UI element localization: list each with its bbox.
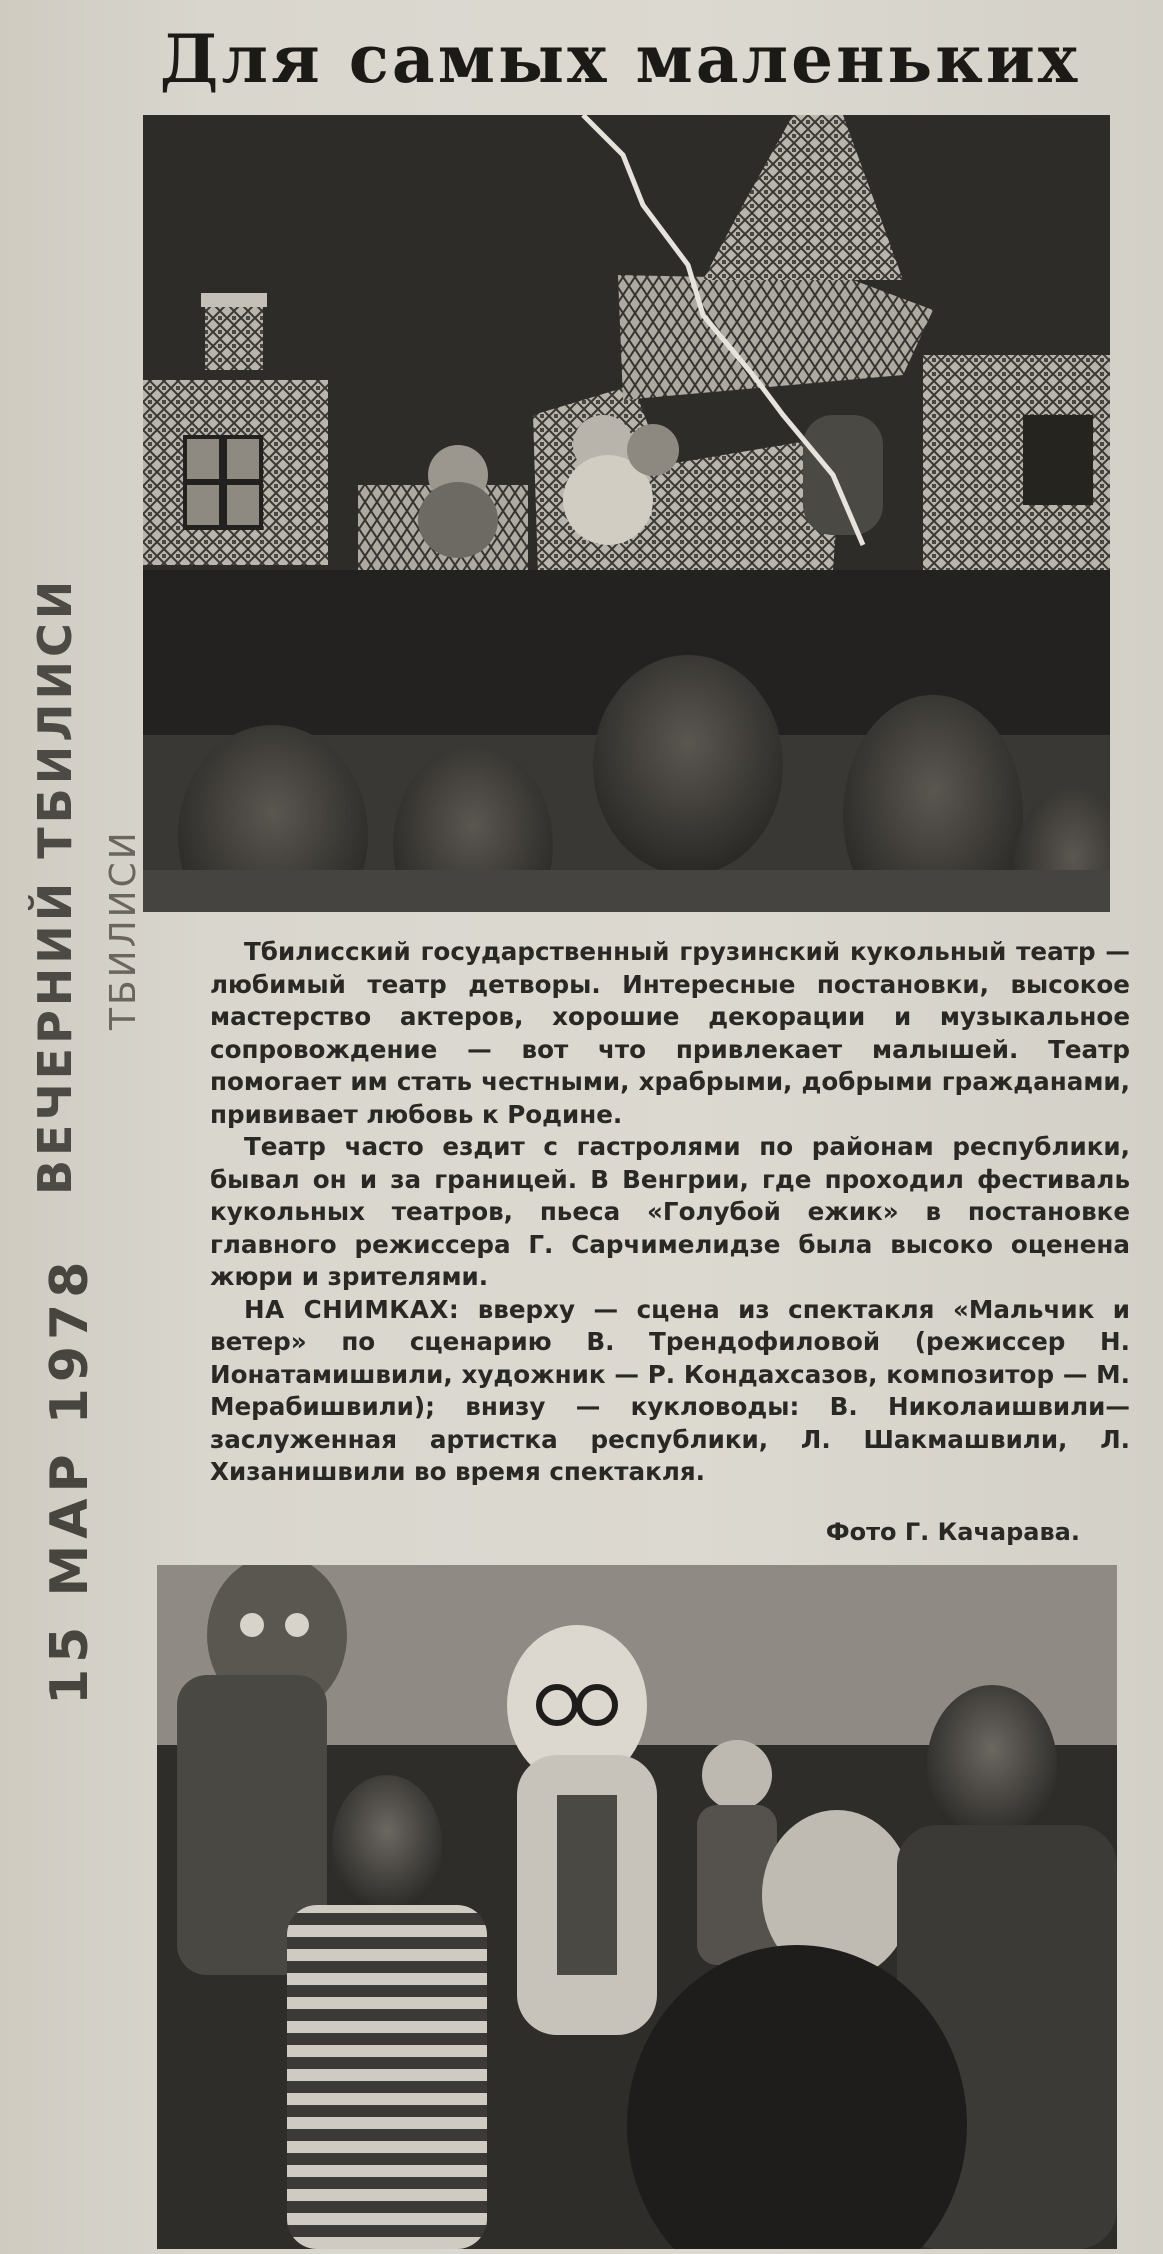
- headline: Для самых маленьких: [159, 20, 1081, 98]
- photo-puppeteers: [157, 1565, 1117, 2249]
- caption-text: вверху — сцена из спектакля «Мальчик и ветер» по сценарию В. Трендофиловой (режиссер Н. Ионатамишвили, художник — Р. Кондахсазов, композитор — М. Мерабишвили); внизу — кукловоды: В. Николаишвили—заслуженная артистка республики, Л. Шакмашвили, Л. Хизанишвили во время спектакля.: [210, 1294, 1131, 1486]
- article-paragraph-2: Театр часто ездит с гастролями по районам республики, бывал он и за границей. В Венгрии, где проходил фестиваль кукольных театров, пьеса «Голубой ежик» в постановке главного режиссера Г. Сарчимелидзе была высоко оценена жюри и зрителями.: [210, 1132, 1130, 1291]
- article-paragraph-1: Тбилисский государственный грузинский кукольный театр — любимый театр детворы. Интересные постановки, высокое мастерство актеров, хорошие декорации и музыкальное сопровождение — вот что привлекает малышей. Театр помогает им стать честными, храбрыми, добрыми гражданами, прививает любовь к Родине.: [210, 937, 1130, 1129]
- photo-credit: Фото Г. Качарава.: [825, 1518, 1080, 1546]
- photo-caption: [210, 1294, 1130, 1489]
- archive-date-stamp: 15 МАР 1978: [40, 1255, 100, 1705]
- photo-puppet-stage-image: [143, 115, 1110, 912]
- article-body: [210, 936, 1130, 1489]
- photo-puppeteers-image: [157, 1565, 1117, 2249]
- caption-label: НА СНИМКАХ:: [244, 1294, 460, 1324]
- archive-stamp: ВЕЧЕРНИЙ ТБИЛИСИ: [28, 576, 82, 1195]
- archive-stamp-faint: ТБИЛИСИ: [103, 829, 144, 1030]
- photo-puppet-stage: [143, 115, 1110, 912]
